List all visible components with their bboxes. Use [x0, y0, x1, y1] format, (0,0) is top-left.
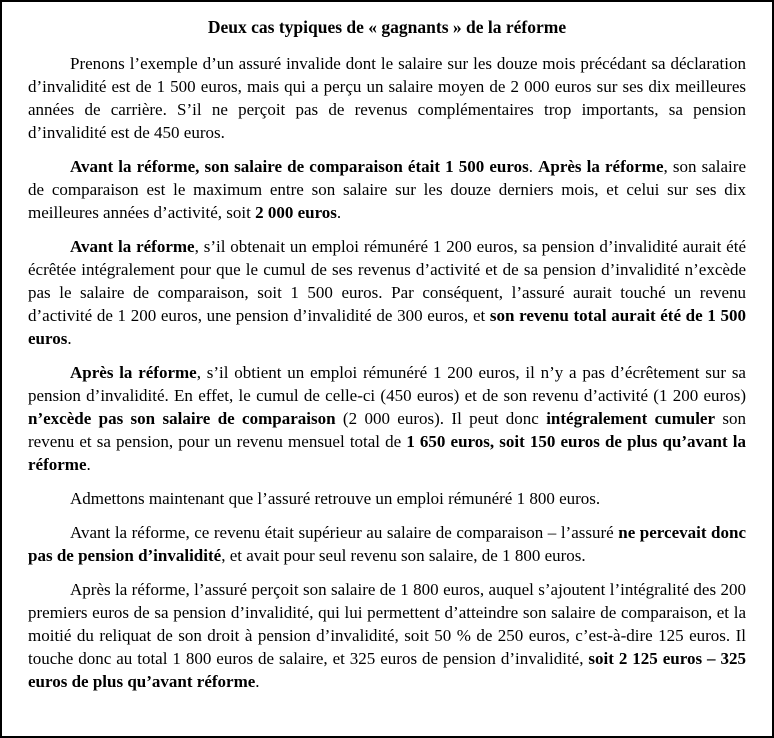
paragraph	[28, 578, 746, 693]
text-run: , son salaire de comparaison est le maximum entre son salaire sur les douze derniers mois, et celui sur ses dix meilleures années d’activité, soit	[28, 157, 746, 222]
paragraph	[28, 521, 746, 567]
paragraph	[28, 52, 746, 144]
text-run: Prenons l’exemple d’un assuré invalide dont le salaire sur les douze mois précédant sa déclaration d’invalidité est de 1 500 euros, mais qui a perçu un salaire moyen de 2 000 euros sur ses dix meilleures années de carrière. S’il ne perçoit pas de revenus complémentaires trop importants, sa pension d’invalidité est de 450 euros.	[28, 54, 746, 142]
bold-text-run: ne percevait donc pas de pension d’invalidité	[28, 523, 746, 565]
text-run: , et avait pour seul revenu son salaire, de 1 800 euros.	[221, 546, 586, 565]
text-run: Après la réforme, l’assuré perçoit son salaire de 1 800 euros, auquel s’ajoutent l’intégralité des 200 premiers euros de sa pension d’invalidité, qui lui permettent d’atteindre son salaire de comparaison, et la moitié du reliquat de son droit à pension d’invalidité, soit 50 % de 250 euros, c’est-à-dire 125 euros. Il touche donc au total 1 800 euros de salaire, et 325 euros de pension d’invalidité,	[28, 580, 746, 668]
bold-text-run: Avant la réforme, son salaire de comparaison était 1 500 euros	[70, 157, 529, 176]
text-run: Admettons maintenant que l’assuré retrouve un emploi rémunéré 1 800 euros.	[70, 489, 601, 508]
bold-text-run: intégralement cumuler	[546, 409, 716, 428]
bold-text-run: soit 2 125 euros – 325 euros de plus qu’avant réforme	[28, 649, 746, 691]
text-run: .	[528, 157, 539, 176]
text-run: , s’il obtient un emploi rémunéré 1 200 euros, il n’y a pas d’écrêtement sur sa pension d’invalidité. En effet, le cumul de celle-ci (450 euros) et de son revenu d’activité (1 200 euros)	[28, 363, 746, 405]
paragraphs-container	[28, 52, 746, 693]
text-run: .	[255, 672, 260, 691]
text-run: .	[336, 203, 342, 222]
bold-text-run: 2 000 euros	[255, 203, 337, 222]
text-run: .	[67, 329, 72, 348]
box-title: Deux cas typiques de « gagnants » de la réforme	[207, 17, 567, 37]
bold-text-run: n’excède pas son salaire de comparaison	[28, 409, 336, 428]
bold-text-run: Après la réforme	[538, 157, 664, 176]
paragraph	[28, 361, 746, 476]
text-run: .	[86, 455, 91, 474]
paragraph	[28, 235, 746, 350]
text-run: (2 000 euros). Il peut donc	[335, 409, 547, 428]
paragraph	[28, 487, 746, 510]
bold-text-run: Après la réforme	[70, 363, 197, 382]
paragraph	[28, 155, 746, 224]
bold-text-run: Avant la réforme	[70, 237, 195, 256]
text-run: son revenu et sa pension, pour un revenu mensuel total de	[28, 409, 747, 451]
text-run: Avant la réforme, ce revenu était supérieur au salaire de comparaison – l’assuré	[70, 523, 619, 542]
text-run: , s’il obtenait un emploi rémunéré 1 200 euros, sa pension d’invalidité aurait été écrêtée intégralement pour que le cumul de ses revenus d’activité et de sa pension d’invalidité n’excède pas le salaire de comparaison, soit 1 500 euros. Par conséquent, l’assuré aurait touché un revenu d’activité de 1 200 euros, une pension d’invalidité de 300 euros, et	[28, 237, 746, 325]
bold-text-run: son revenu total aurait été de 1 500 euros	[28, 306, 746, 348]
bold-text-run: 1 650 euros, soit 150 euros de plus qu’avant la réforme	[28, 432, 746, 474]
